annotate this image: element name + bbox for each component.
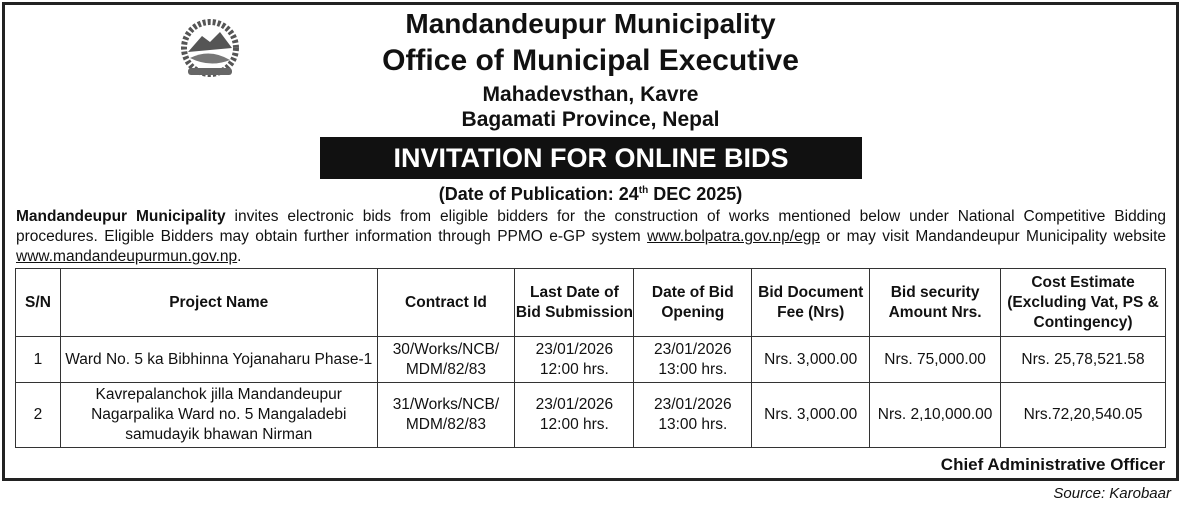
intro-text: or may visit Mandandeupur Municipality website	[819, 228, 1166, 245]
header-opening: Date of Bid Opening	[634, 269, 752, 337]
cell: Ward No. 5 ka Bibhinna Yojanaharu Phase-1	[60, 337, 377, 383]
cell: 23/01/2026 12:00 hrs.	[515, 383, 634, 448]
source-credit: Source: Karobaar	[1053, 485, 1171, 502]
egp-link[interactable]: www.bolpatra.gov.np/egp	[647, 228, 820, 245]
cell: 30/Works/NCB/ MDM/82/83	[377, 337, 515, 383]
header-contract: Contract Id	[377, 269, 515, 337]
bids-table	[15, 268, 1166, 448]
header-sn: S/N	[16, 269, 61, 337]
address-line-1: Mahadevsthan, Kavre	[482, 83, 699, 106]
signatory: Chief Administrative Officer	[940, 455, 1165, 474]
pub-sup: th	[638, 185, 649, 196]
table-header	[16, 269, 1166, 337]
header-security: Bid security Amount Nrs.	[870, 269, 1001, 337]
cell: 2	[16, 383, 61, 448]
notice-title: INVITATION FOR ONLINE BIDS	[320, 137, 862, 179]
intro-text: .	[237, 248, 242, 265]
cell: 1	[16, 337, 61, 383]
cell: 23/01/2026 13:00 hrs.	[634, 337, 752, 383]
intro-paragraph	[16, 207, 1166, 267]
cell: Nrs. 75,000.00	[870, 337, 1001, 383]
header-fee: Bid Document Fee (Nrs)	[752, 269, 870, 337]
table-row	[16, 337, 1166, 383]
header-cost: Cost Estimate (Excluding Vat, PS & Contingency)	[1001, 269, 1166, 337]
cell: Nrs. 3,000.00	[752, 337, 870, 383]
cell: 23/01/2026 12:00 hrs.	[515, 337, 634, 383]
cell: Nrs. 2,10,000.00	[870, 383, 1001, 448]
office-name: Office of Municipal Executive	[382, 44, 799, 77]
intro-bold: Mandandeupur Municipality	[16, 208, 226, 225]
municipality-link[interactable]: www.mandandeupurmun.gov.np	[16, 248, 238, 265]
cell: 23/01/2026 13:00 hrs.	[634, 383, 752, 448]
cell: Nrs. 3,000.00	[752, 383, 870, 448]
header-last-date: Last Date of Bid Submission	[515, 269, 634, 337]
org-name: Mandandeupur Municipality	[405, 8, 776, 39]
intro-text: invites electronic bids from eligible bidders for the construction of works mentioned below under National Competitive Bidding procedures. Eligible Bidders may obtain further information through PPMO e-GP system	[16, 208, 1166, 245]
table-row	[16, 383, 1166, 448]
cell: 31/Works/NCB/ MDM/82/83	[377, 383, 515, 448]
pub-suffix: DEC 2025)	[648, 184, 743, 204]
publication-date	[0, 184, 1181, 205]
cell: Nrs. 25,78,521.58	[1001, 337, 1166, 383]
address-line-2: Bagamati Province, Nepal	[461, 108, 720, 131]
cell: Kavrepalanchok jilla Mandandeupur Nagarpalika Ward no. 5 Mangaladebi samudayik bhawan Nirman	[60, 383, 377, 448]
pub-prefix: (Date of Publication: 24	[438, 184, 639, 204]
cell: Nrs.72,20,540.05	[1001, 383, 1166, 448]
header-project: Project Name	[60, 269, 377, 337]
